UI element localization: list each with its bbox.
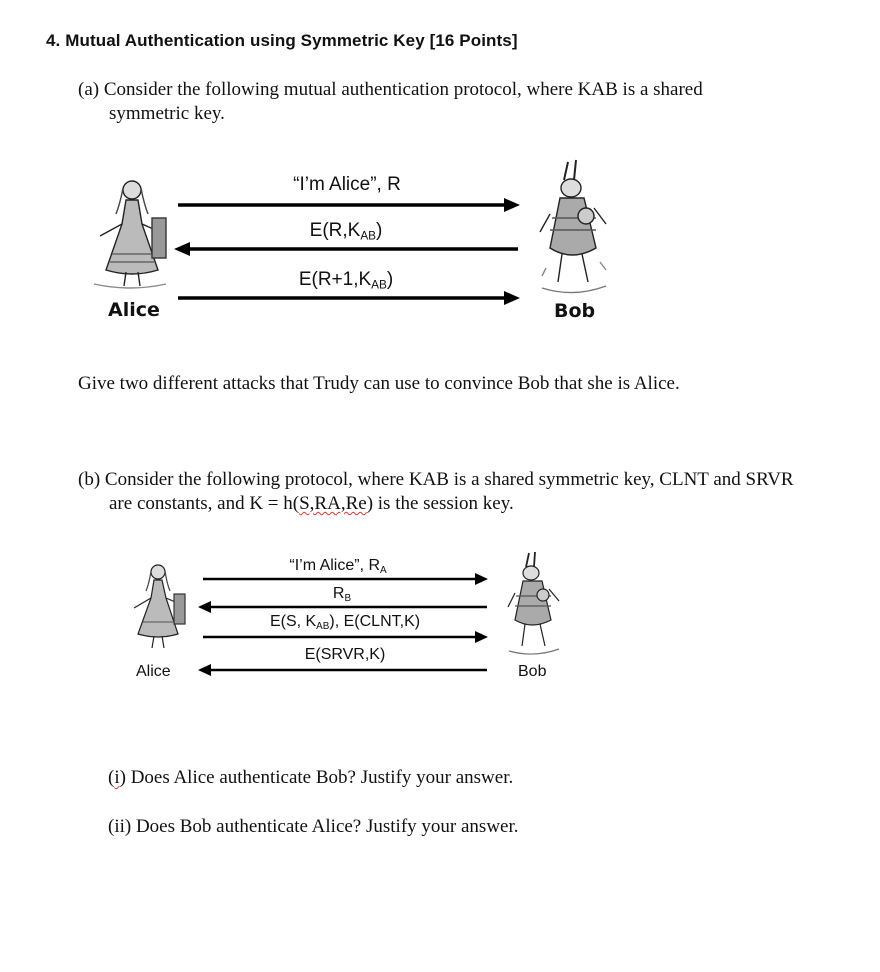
question-heading: 4. Mutual Authentication using Symmetric Key [16 Points] xyxy=(46,31,518,50)
msg-a3: $E(R+1,K_{AB})$ xyxy=(298,269,394,292)
alice-label-b: Alice xyxy=(136,663,171,680)
part-a-question: Give two different attacks that Trudy can use to convince Bob that she is Alice. xyxy=(78,373,680,394)
part-a-description: Consider the following mutual authentication protocol, where KAB is a shared symmetric key. xyxy=(103,79,703,124)
msg-a1: “I’m Alice”, R xyxy=(293,174,401,195)
msg-a2: $E(R,K_{AB})$ xyxy=(309,220,383,243)
msg-b2: $R_B$ xyxy=(332,585,352,604)
msg-b1: “I’m Alice”, $R_A$ xyxy=(289,557,387,576)
msg-b3: E(S, $K_{AB}$), E(CLNT,K) xyxy=(269,613,421,632)
bob-label-b: Bob xyxy=(518,663,547,680)
part-b-question-2: (ii) Does Bob authenticate Alice? Justify your answer. xyxy=(108,816,519,837)
part-b-text: (b) Consider the following protocol, where KAB is a shared symmetric key, CLNT and SRVR are constants, and K = h(S,RA,Re) is the session key. xyxy=(78,469,794,514)
bob-label-a: Bob xyxy=(554,300,596,322)
alice-label-a: Alice xyxy=(108,299,160,321)
arrowhead-b3 xyxy=(475,631,488,643)
part-a-label: (a) xyxy=(78,79,100,100)
part-b-question-1: (i) Does Alice authenticate Bob? Justify your answer. xyxy=(108,767,514,788)
arrowhead-b1 xyxy=(475,573,488,585)
arrowhead-b2 xyxy=(198,601,211,613)
arrowhead-b4 xyxy=(198,664,211,676)
spellcheck-underlined-text: S,RA,Re xyxy=(299,493,367,514)
msg-b4: E(SRVR,K) xyxy=(304,646,386,663)
